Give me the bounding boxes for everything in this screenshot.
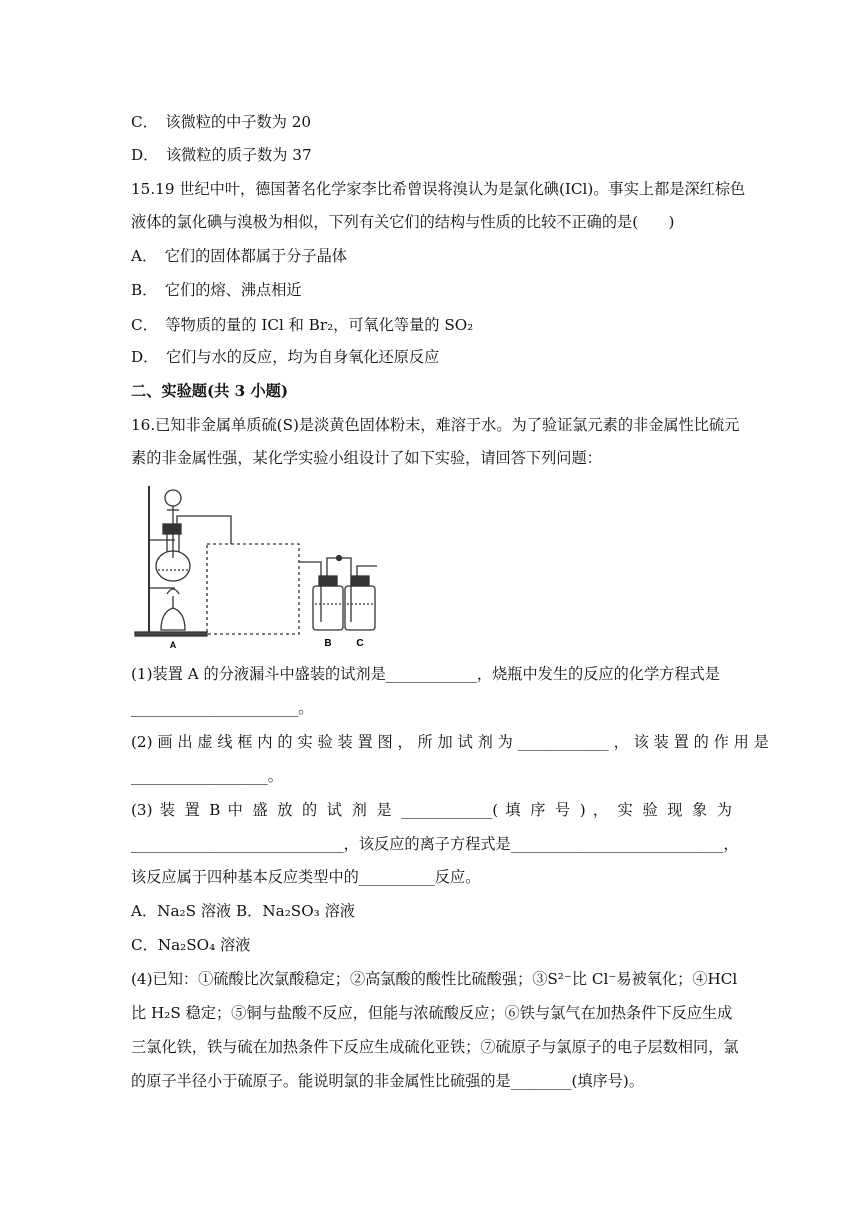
label-a: A [169,640,177,650]
q16-part2-line-1: (2) 画 出 虚 线 框 内 的 实 验 装 置 图 ， 所 加 试 剂 为 ____________ ， 该 装 置 的 作 用 是 [131,733,769,751]
q16-part3-line-1: (3) 装 置 B 中 盛 放 的 试 剂 是 ____________( 填 序 号 ) ， 实 验 现 象 为 [131,801,732,819]
q16-part1-line-1: (1)装置 A 的分液漏斗中盛装的试剂是____________，烧瓶中发生的反应的化学方程式是 [131,665,720,683]
q15-line-2: 液体的氯化碘与溴极为相似，下列有关它们的结构与性质的比较不正确的是( ) [131,213,675,231]
line-c-option: C． 该微粒的中子数为 20 [131,113,312,131]
q16-part3-line-2: ____________________________，该反应的离子方程式是____________________________， [131,835,739,853]
q15-line-1: 15.19 世纪中叶，德国著名化学家李比希曾误将溴认为是氯化碘(ICl)。事实上都是深红棕色 [131,180,746,198]
apparatus-figure [131,480,381,650]
label-c: C [356,638,364,649]
q16-option-c: C．Na₂SO₄ 溶液 [131,936,251,954]
q16-part4-line-4: 的原子半径小于硫原子。能说明氯的非金属性比硫强的是________(填序号)。 [131,1072,645,1090]
q16-part2-line-2: __________________。 [131,767,283,785]
q16-part1-line-2: ______________________。 [131,699,314,717]
q16-option-a-b: A．Na₂S 溶液 B．Na₂SO₃ 溶液 [131,902,355,920]
section-heading: 二、实验题(共 3 小题) [131,382,289,400]
q15-option-a: A． 它们的固体都属于分子晶体 [131,247,347,265]
q15-option-b: B． 它们的熔、沸点相近 [131,281,302,299]
label-b: B [324,638,332,649]
line-d-option: D． 该微粒的质子数为 37 [131,146,312,164]
q15-option-d: D． 它们与水的反应，均为自身氧化还原反应 [131,348,440,366]
q16-part3-line-3: 该反应属于四种基本反应类型中的__________反应。 [131,868,481,886]
apparatus-diagram [131,480,381,650]
q16-part4-line-3: 三氯化铁，铁与硫在加热条件下反应生成硫化亚铁；⑦硫原子与氯原子的电子层数相同，氯 [131,1038,739,1056]
q16-stem-line-2: 素的非金属性强，某化学实验小组设计了如下实验，请回答下列问题： [131,449,602,467]
q16-stem-line-1: 16.已知非金属单质硫(S)是淡黄色固体粉末，难溶于水。为了验证氯元素的非金属性比硫元 [131,416,740,434]
q16-part4-line-2: 比 H₂S 稳定；⑤铜与盐酸不反应，但能与浓硫酸反应；⑥铁与氯气在加热条件下反应生成 [131,1004,733,1022]
q16-part4-line-1: (4)已知：①硫酸比次氯酸稳定；②高氯酸的酸性比硫酸强；③S²⁻比 Cl⁻易被氧化；④HCl [131,970,738,988]
q15-option-c: C． 等物质的量的 ICl 和 Br₂，可氧化等量的 SO₂ [131,316,474,334]
